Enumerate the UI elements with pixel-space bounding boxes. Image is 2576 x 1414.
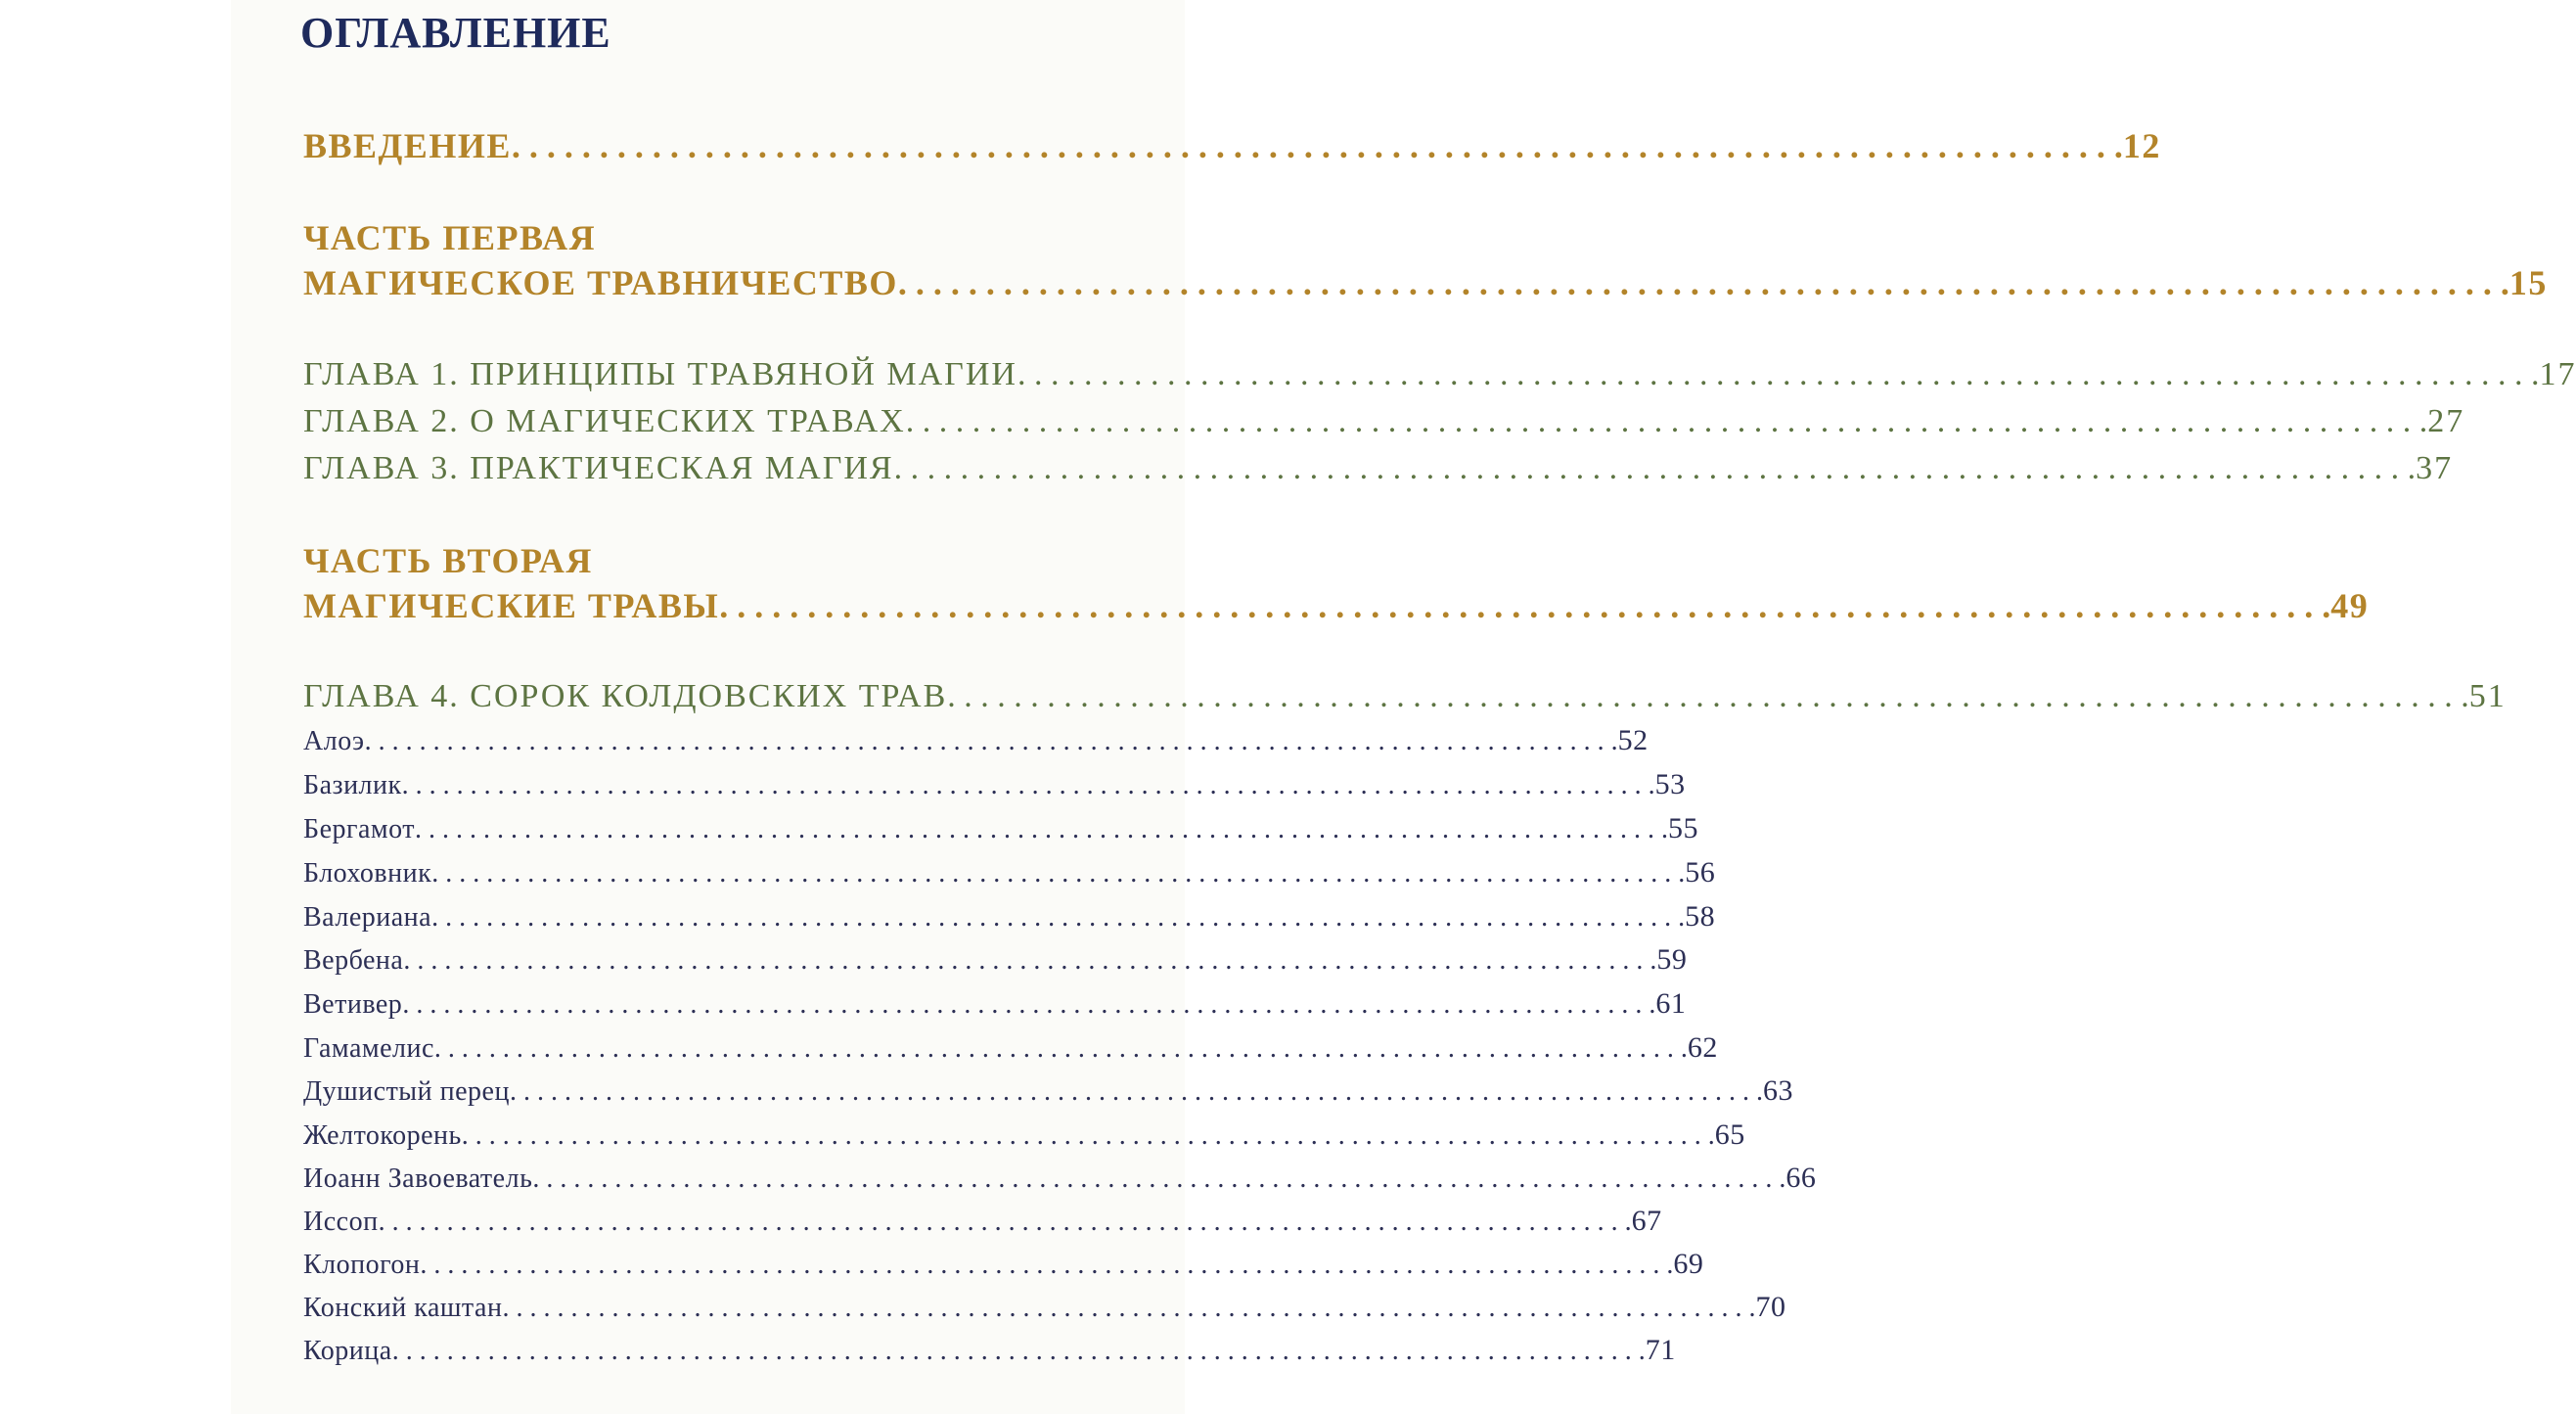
toc-chapter <box>303 450 2454 487</box>
toc-entry-page: 63 <box>1762 1074 1793 1107</box>
toc-entry-page: 65 <box>1714 1118 1745 1151</box>
toc-chapter-label: ГЛАВА 3. ПРАКТИЧЕСКАЯ МАГИЯ <box>303 450 894 486</box>
dot-leader: . . . . . . . . . . . . . . . . . . . . . . . . . . . . . . . . . . . . . . . . . . . . . . . . . . . . . . . . . . . . . . . . . . . . . . . . . . . . . . . . . . . . . . . . . . . . <box>391 1336 1646 1366</box>
toc-chapter-page: 37 <box>2416 450 2454 486</box>
toc-entry <box>303 1118 1745 1152</box>
toc-part2-label: МАГИЧЕСКИЕ ТРАВЫ <box>303 586 720 625</box>
toc-entry-page: 67 <box>1631 1205 1662 1237</box>
dot-leader: . . . . . . . . . . . . . . . . . . . . . . . . . . . . . . . . . . . . . . . . . . . . . . . . . . . . . . . . . . . . . . . . . . . . . . . . . . . . . . . . . . . . . . . . . . . . <box>532 1163 1786 1194</box>
dot-leader: . . . . . . . . . . . . . . . . . . . . . . . . . . . . . . . . . . . . . . . . . . . . . . . . . . . . . . . . . . . . . . . . . . . . . . . . . . . . . . . . . . . . . . . . . . . . <box>364 726 1618 756</box>
toc-entry-label: Желтокорень <box>303 1120 462 1151</box>
toc-chapter <box>303 678 2507 715</box>
dot-leader: . . . . . . . . . . . . . . . . . . . . . . . . . . . . . . . . . . . . . . . . . . . . . . . . . . . . . . . . . . . . . . . . . . . . . . . . . . . . . . . . . . . . . . . . . . . . <box>509 1076 1763 1107</box>
toc-entry <box>303 856 1716 889</box>
toc-chapter-label: ГЛАВА 4. СОРОК КОЛДОВСКИХ ТРАВ <box>303 678 948 714</box>
toc-entry-page: 52 <box>1617 724 1649 756</box>
toc-entry-page: 70 <box>1755 1291 1786 1323</box>
toc-part1-page: 15 <box>2508 263 2548 302</box>
toc-entry <box>303 943 1688 977</box>
toc-entry-label: Иоанн Завоеватель <box>303 1163 533 1194</box>
toc-entry-label: Вербена <box>303 945 404 976</box>
part1-heading: ЧАСТЬ ПЕРВАЯ <box>303 218 597 257</box>
toc-entry <box>303 1031 1718 1065</box>
dot-leader: . . . . . . . . . . . . . . . . . . . . . . . . . . . . . . . . . . . . . . . . . . . . . . . . . . . . . . . . . . . . . . . . . . . . . . . . . . . . . . . . . . . . . . . . . . . . <box>420 1250 1674 1280</box>
toc-entry <box>303 1334 1676 1367</box>
part2-heading: ЧАСТЬ ВТОРАЯ <box>303 541 593 580</box>
toc-entry <box>303 812 1699 845</box>
toc-entry-label: Алоэ <box>303 726 365 756</box>
toc-entry <box>303 1205 1662 1238</box>
toc-entry-label: Базилик <box>303 770 402 800</box>
toc-chapter <box>303 356 2576 393</box>
toc-chapter <box>303 403 2465 440</box>
toc-part2-page: 49 <box>2330 586 2370 625</box>
dot-leader: . . . . . . . . . . . . . . . . . . . . . . . . . . . . . . . . . . . . . . . . . . . . . . . . . . . . . . . . . . . . . . . . . . . . . . . . . . . . . . . . . . . . . . . . . . . . <box>431 858 1686 889</box>
toc-entry-label: Бергамот <box>303 814 416 844</box>
toc-entry <box>303 1248 1704 1281</box>
dot-leader: . . . . . . . . . . . . . . . . . . . . . . . . . . . . . . . . . . . . . . . . . . . . . . . . . . . . . . . . . . . . . . . . . . . . . . . . . . . . . . . . . . . . . . . . . . . . <box>431 902 1686 933</box>
dot-leader: . . . . . . . . . . . . . . . . . . . . . . . . . . . . . . . . . . . . . . . . . . . . . . . . . . . . . . . . . . . . . . . . . . . . . . . . . . . . . . . . . . . . . . . . . . . . <box>415 814 1669 844</box>
toc-intro <box>303 125 2161 166</box>
toc-entry-label: Валериана <box>303 902 432 933</box>
toc-part1-label: МАГИЧЕСКОЕ ТРАВНИЧЕСТВО <box>303 263 898 302</box>
dot-leader: . . . . . . . . . . . . . . . . . . . . . . . . . . . . . . . . . . . . . . . . . . . . . . . . . . . . . . . . . . . . . . . . . . . . . . . . . . . . . . . . . . . . . . . . . . . . <box>897 263 2509 302</box>
toc-entry <box>303 768 1686 801</box>
toc-entry <box>303 900 1716 934</box>
dot-leader: . . . . . . . . . . . . . . . . . . . . . . . . . . . . . . . . . . . . . . . . . . . . . . . . . . . . . . . . . . . . . . . . . . . . . . . . . . . . . . . . . . . . . . . . . . . . <box>403 945 1657 976</box>
toc-entry-label: Корица <box>303 1336 392 1366</box>
dot-leader: . . . . . . . . . . . . . . . . . . . . . . . . . . . . . . . . . . . . . . . . . . . . . . . . . . . . . . . . . . . . . . . . . . . . . . . . . . . . . . . . . . . . . . . . . . . . <box>461 1120 1715 1151</box>
toc-chapter-label: ГЛАВА 2. О МАГИЧЕСКИХ ТРАВАХ <box>303 403 906 439</box>
toc-entry <box>303 1074 1793 1108</box>
dot-leader: . . . . . . . . . . . . . . . . . . . . . . . . . . . . . . . . . . . . . . . . . . . . . . . . . . . . . . . . . . . . . . . . . . . . . . . . . . . . . . . . . . . . . . . . . . . . <box>947 678 2469 714</box>
toc-entry-page: 71 <box>1645 1334 1676 1366</box>
toc-entry-page: 56 <box>1685 856 1716 889</box>
toc-entry-page: 69 <box>1673 1248 1704 1280</box>
toc-chapter-page: 51 <box>2468 678 2507 714</box>
toc-chapter-label: ГЛАВА 1. ПРИНЦИПЫ ТРАВЯНОЙ МАГИИ <box>303 356 1017 392</box>
dot-leader: . . . . . . . . . . . . . . . . . . . . . . . . . . . . . . . . . . . . . . . . . . . . . . . . . . . . . . . . . . . . . . . . . . . . . . . . . . . . . . . . . . . . . . . . . . . . <box>433 1033 1688 1064</box>
dot-leader: . . . . . . . . . . . . . . . . . . . . . . . . . . . . . . . . . . . . . . . . . . . . . . . . . . . . . . . . . . . . . . . . . . . . . . . . . . . . . . . . . . . . . . . . . . . . <box>719 586 2331 625</box>
toc-entry-label: Конский каштан <box>303 1293 503 1323</box>
toc-entry-page: 61 <box>1655 987 1687 1020</box>
dot-leader: . . . . . . . . . . . . . . . . . . . . . . . . . . . . . . . . . . . . . . . . . . . . . . . . . . . . . . . . . . . . . . . . . . . . . . . . . . . . . . . . . . . . . . . . . . . . <box>905 403 2428 439</box>
toc-entry-label: Гамамелис <box>303 1033 434 1064</box>
dot-leader: . . . . . . . . . . . . . . . . . . . . . . . . . . . . . . . . . . . . . . . . . . . . . . . . . . . . . . . . . . . . . . . . . . . . . . . . . . . . . . . . . . . . . . . . . . . . <box>502 1293 1756 1323</box>
toc-entry <box>303 987 1687 1021</box>
dot-leader: . . . . . . . . . . . . . . . . . . . . . . . . . . . . . . . . . . . . . . . . . . . . . . . . . . . . . . . . . . . . . . . . . . . . . . . . . . . . . . . . . . . . . . . . . . . . <box>511 126 2123 165</box>
dot-leader: . . . . . . . . . . . . . . . . . . . . . . . . . . . . . . . . . . . . . . . . . . . . . . . . . . . . . . . . . . . . . . . . . . . . . . . . . . . . . . . . . . . . . . . . . . . . <box>893 450 2417 486</box>
toc-entry-page: 59 <box>1656 943 1688 976</box>
toc-entry <box>303 724 1649 757</box>
toc-entry <box>303 1162 1817 1195</box>
toc-part1 <box>303 262 2548 303</box>
toc-entry-page: 58 <box>1685 900 1716 933</box>
dot-leader: . . . . . . . . . . . . . . . . . . . . . . . . . . . . . . . . . . . . . . . . . . . . . . . . . . . . . . . . . . . . . . . . . . . . . . . . . . . . . . . . . . . . . . . . . . . . <box>401 770 1655 800</box>
toc-entry-page: 62 <box>1687 1031 1718 1064</box>
toc-intro-label: ВВЕДЕНИЕ <box>303 126 512 165</box>
toc-entry-label: Ветивер <box>303 989 403 1020</box>
toc-chapter-page: 17 <box>2539 356 2576 392</box>
toc-chapter-page: 27 <box>2427 403 2465 439</box>
page-title: ОГЛАВЛЕНИЕ <box>300 9 611 57</box>
toc-entry <box>303 1291 1786 1324</box>
toc-entry-page: 66 <box>1785 1162 1817 1194</box>
toc-entry-label: Иссоп <box>303 1207 379 1237</box>
dot-leader: . . . . . . . . . . . . . . . . . . . . . . . . . . . . . . . . . . . . . . . . . . . . . . . . . . . . . . . . . . . . . . . . . . . . . . . . . . . . . . . . . . . . . . . . . . . . <box>402 989 1656 1020</box>
toc-entry-page: 55 <box>1668 812 1699 844</box>
dot-leader: . . . . . . . . . . . . . . . . . . . . . . . . . . . . . . . . . . . . . . . . . . . . . . . . . . . . . . . . . . . . . . . . . . . . . . . . . . . . . . . . . . . . . . . . . . . . <box>378 1207 1632 1237</box>
toc-part2 <box>303 585 2370 626</box>
toc-entry-label: Душистый перец <box>303 1076 510 1107</box>
toc-entry-label: Клопогон <box>303 1250 421 1280</box>
toc-intro-page: 12 <box>2122 126 2161 165</box>
toc-entry-page: 53 <box>1654 768 1686 800</box>
toc-entry-label: Блоховник <box>303 858 432 889</box>
dot-leader: . . . . . . . . . . . . . . . . . . . . . . . . . . . . . . . . . . . . . . . . . . . . . . . . . . . . . . . . . . . . . . . . . . . . . . . . . . . . . . . . . . . . . . . . . . . . <box>1017 356 2540 392</box>
